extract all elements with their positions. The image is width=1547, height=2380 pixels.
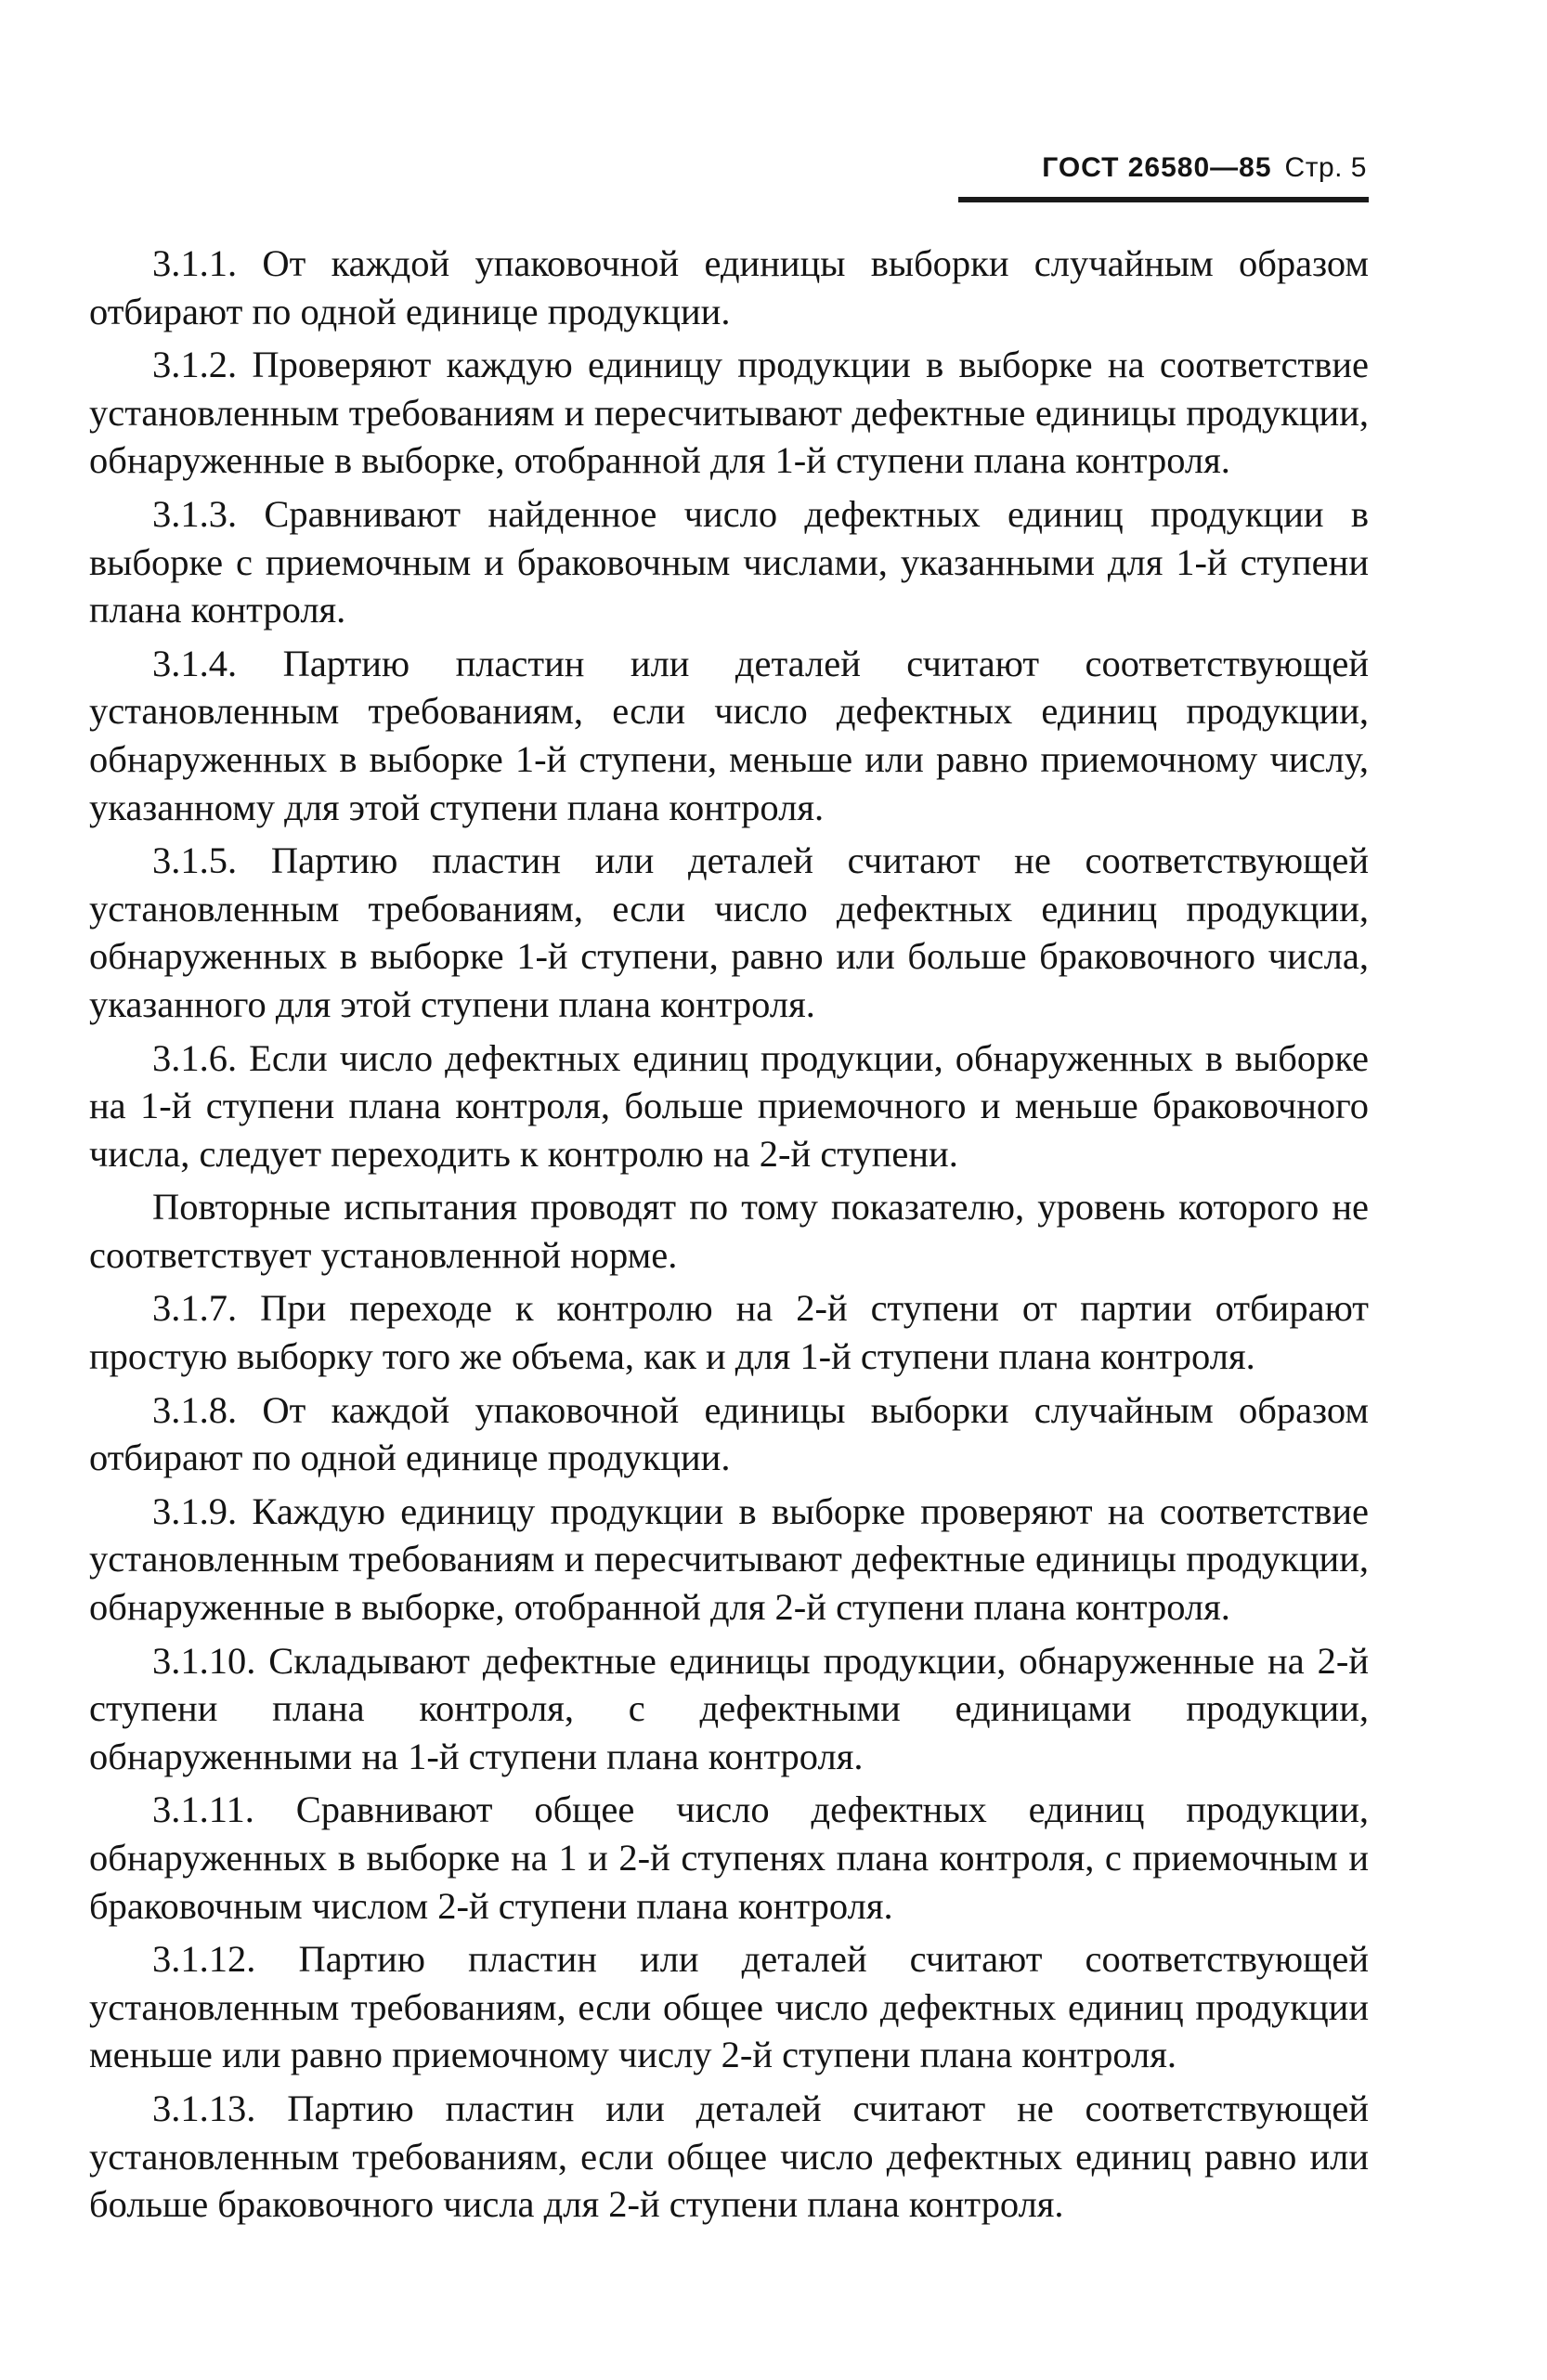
paragraph-3-1-6: 3.1.6. Если число дефектных единиц продукции, обнаруженных в выборке на 1-й ступени плана контроля, больше приемочного и меньше браковочного числа, следует переходить к контролю на 2-й ступени. [89,1036,1369,1175]
standard-number: ГОСТ 26580—85 [1042,152,1272,183]
page-number: Стр. 5 [1284,152,1367,183]
paragraph-3-1-2: 3.1.2. Проверяют каждую единицу продукции в выборке на соответствие установленным требованиям и пересчитывают дефектные единицы продукции, обнаруженные в выборке, отобранной для 1-й ступени плана контроля. [89,344,1369,482]
paragraph-3-1-8: 3.1.8. От каждой упаковочной единицы выборки случайным образом отбирают по одной единице продукции. [89,1388,1369,1479]
body-text [89,240,1369,2234]
paragraph-3-1-12: 3.1.12. Партию пластин или деталей считают соответствующей установленным требованиям, если общее число дефектных единиц продукции меньше или равно приемочному числу 2-й ступени плана контроля. [89,1938,1369,2076]
running-header [929,152,1367,184]
paragraph-3-1-7: 3.1.7. При переходе к контролю на 2-й ступени от партии отбирают простую выборку того же объема, как и для 1-й ступени плана контроля. [89,1287,1369,1378]
paragraph-3-1-4: 3.1.4. Партию пластин или деталей считают соответствующей установленным требованиям, если число дефектных единиц продукции, обнаруженных в выборке 1-й ступени, меньше или равно приемочному числу, указанному для этой ступени плана контроля. [89,642,1369,828]
paragraph-3-1-9: 3.1.9. Каждую единицу продукции в выборке проверяют на соответствие установленным требованиям и пересчитывают дефектные единицы продукции, обнаруженные в выборке, отобранной для 2-й ступени плана контроля. [89,1489,1369,1629]
paragraph-3-1-5: 3.1.5. Партию пластин или деталей считают не соответствующей установленным требованиям, если число дефектных единиц продукции, обнаруженных в выборке 1-й ступени, равно или больше браковочного числа, указанного для этой ступени плана контроля. [89,839,1369,1025]
header-rule [958,197,1369,202]
paragraph-3-1-10: 3.1.10. Складывают дефектные единицы продукции, обнаруженные на 2-й ступени плана контроля, с дефектными единицами продукции, обнаруженными на 1-й ступени плана контроля. [89,1639,1369,1777]
paragraph-3-1-13: 3.1.13. Партию пластин или деталей считают не соответствующей установленным требованиям, если общее число дефектных единиц равно или больше браковочного числа для 2-й ступени плана контроля. [89,2087,1369,2226]
paragraph-repeat-tests: Повторные испытания проводят по тому показателю, уровень которого не соответствует установленной норме. [89,1186,1369,1276]
paragraph-3-1-3: 3.1.3. Сравнивают найденное число дефектных единиц продукции в выборке с приемочным и браковочным числами, указанными для 1-й ступени плана контроля. [89,492,1369,631]
paragraph-3-1-1: 3.1.1. От каждой упаковочной единицы выборки случайным образом отбирают по одной единице продукции. [89,242,1369,332]
paragraph-3-1-11: 3.1.11. Сравнивают общее число дефектных единиц продукции, обнаруженных в выборке на 1 и 2-й ступенях плана контроля, с приемочным и браковочным числом 2-й ступени плана контроля. [89,1788,1369,1927]
